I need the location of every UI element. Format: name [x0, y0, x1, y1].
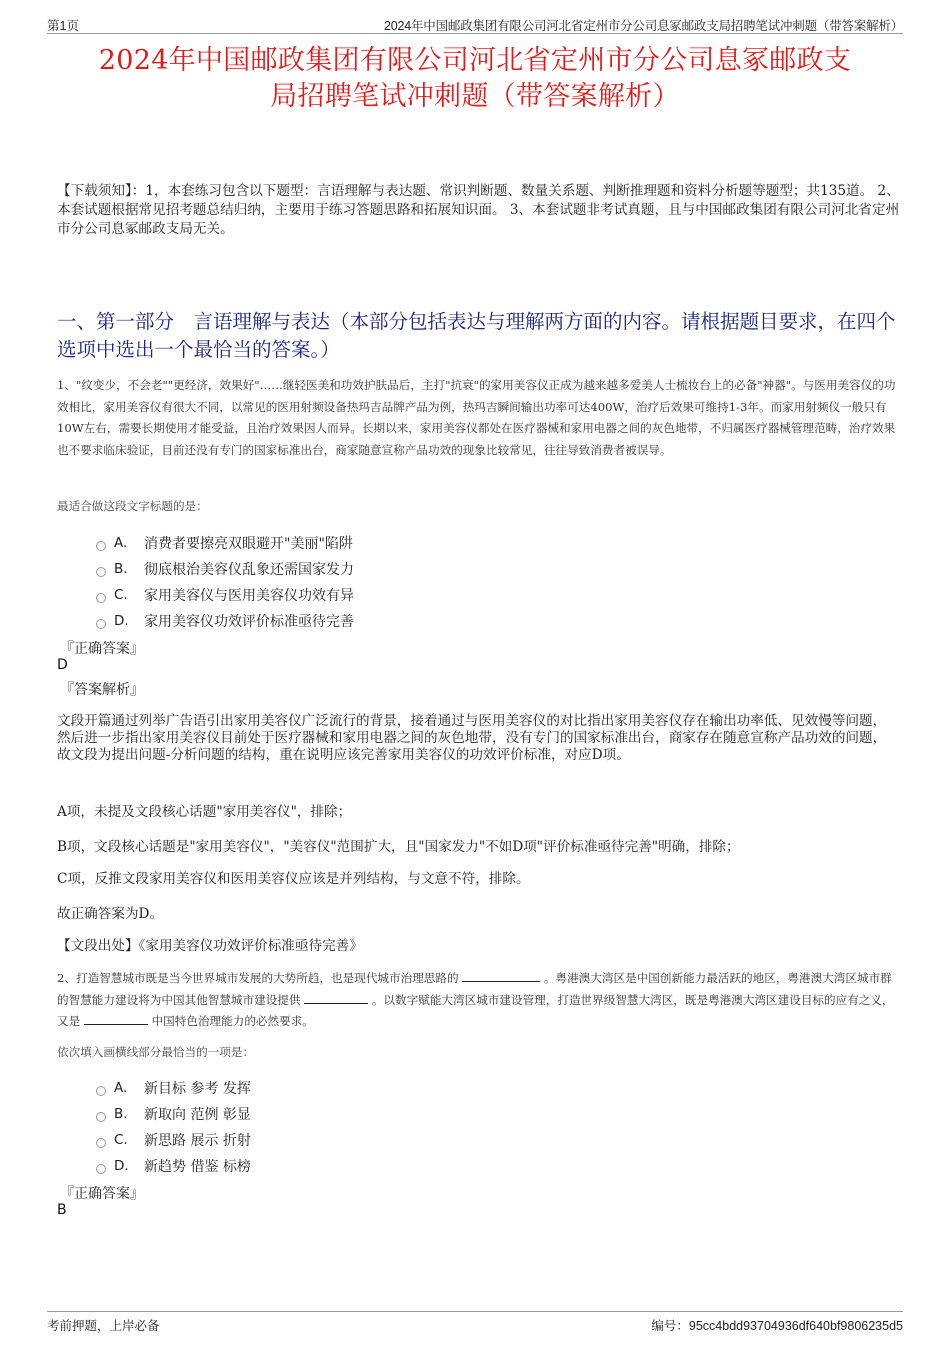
- option-text: 新取向 范例 彰显: [144, 1107, 251, 1123]
- fill-blank-3: [84, 1013, 148, 1025]
- option-letter: C.: [114, 1132, 128, 1148]
- question-2-option-b[interactable]: [96, 1101, 251, 1127]
- question-2-answer: B: [57, 1202, 67, 1218]
- stem-part: 。以数字赋能大湾区城市建设管理，打造世界级智慧大湾区，既是粤港澳大湾区建设目标的应有之义，又是: [57, 992, 894, 1028]
- question-2-options: [96, 1075, 251, 1179]
- question-1-analysis-label: 『答案解析』: [60, 682, 144, 698]
- option-letter: D.: [114, 613, 129, 629]
- radio-icon[interactable]: [96, 1164, 106, 1174]
- document-serial: 编号：95cc4bdd93704936df640bf9806235d5: [651, 1319, 903, 1333]
- question-1-analysis: 文段开篇通过列举广告语引出家用美容仪广泛流行的背景，接着通过与医用美容仪的对比指出家用美容仪存在输出功率低、见效慢等问题，然后进一步指出家用美容仪目前处于医疗器械和家用电器之间的灰色地带，没有专门的国家标准出台，商家存在随意宣称产品功效的问题，故文段为提出问题-分析问题的结构，重在说明应该完善家用美容仪的功效评价标准，对应D项。: [57, 713, 887, 763]
- option-letter: C.: [114, 587, 128, 603]
- stem-part: 中国特色治理能力的必然要求。: [151, 1014, 314, 1028]
- option-text: 新目标 参考 发挥: [144, 1081, 251, 1097]
- title-line-1: 2024年中国邮政集团有限公司河北省定州市分公司息冢邮政支: [98, 45, 852, 76]
- option-letter: D.: [114, 1158, 129, 1174]
- page-header: [47, 14, 903, 34]
- radio-icon[interactable]: [96, 567, 106, 577]
- document-title: [47, 43, 903, 115]
- question-2-option-c[interactable]: [96, 1127, 251, 1153]
- stem-part: 2、打造智慧城市既是当今世界城市发展的大势所趋，也是现代城市治理思路的: [57, 971, 459, 985]
- download-notice: 【下载须知】：1，本套练习包含以下题型：言语理解与表达题、常识判断题、数量关系题、判断推理题和资料分析题等题型；共135道。 2、本套试题根据常见招考题总结归纳，主要用于练习答题思路和拓展知识面。 3、本套试题非考试真题，且与中国邮政集团有限公司河北省定州市分公司息冢邮政支局无关。: [57, 183, 900, 237]
- analysis-item-c: C项，反推文段家用美容仪和医用美容仪应该是并列结构，与文意不符，排除。: [57, 871, 530, 887]
- option-letter: A.: [114, 1080, 128, 1096]
- section-heading: 一、第一部分 言语理解与表达（本部分包括表达与理解两方面的内容。请根据题目要求，在四个选项中选出一个最恰当的答案。）: [57, 310, 896, 361]
- passage-source: 【文段出处】《家用美容仪功效评价标准亟待完善》: [57, 938, 363, 954]
- option-letter: B.: [114, 561, 128, 577]
- fill-blank-1: [462, 970, 540, 982]
- question-2-prompt: 依次填入画横线部分最恰当的一项是：: [57, 1045, 255, 1059]
- footer-slogan: 考前押题，上岸必备: [47, 1319, 160, 1333]
- question-1-option-b[interactable]: [96, 556, 354, 582]
- question-1-prompt: 最适合做这段文字标题的是：: [57, 499, 208, 513]
- question-2-answer-label: 『正确答案』: [60, 1186, 144, 1202]
- option-text: 家用美容仪功效评价标准亟待完善: [144, 614, 354, 630]
- radio-icon[interactable]: [96, 619, 106, 629]
- analysis-item-b: B项，文段核心话题是"家用美容仪"，"美容仪"范围扩大，且"国家发力"不如D项"评价标准亟待完善"明确，排除；: [57, 839, 740, 855]
- question-2-option-a[interactable]: [96, 1075, 251, 1101]
- fill-blank-2: [304, 992, 368, 1004]
- radio-icon[interactable]: [96, 1086, 106, 1096]
- page-footer: [47, 1311, 903, 1333]
- question-1-option-d[interactable]: [96, 608, 354, 634]
- radio-icon[interactable]: [96, 593, 106, 603]
- question-2-stem: [57, 968, 902, 1033]
- option-text: 彻底根治美容仪乱象还需国家发力: [144, 562, 354, 578]
- radio-icon[interactable]: [96, 541, 106, 551]
- question-1-stem: 1、"纹变少，不会老""更经济，效果好"……继轻医美和功效护肤品后，主打"抗衰"的家用美容仪正成为越来越多爱美人士梳妆台上的必备"神器"。与医用美容仪的功效相比，家用美容仪有很大不同，以常见的医用射频设备热玛吉品牌产品为例，热玛吉瞬间输出功率可达400W，治疗后效果可维持1-3年。而家用射频仪一般只有10W左右，需要长期使用才能受益，且治疗效果因人而异。长期以来，家用美容仪都处在医疗器械和家用电器之间的灰色地带，不归属医疗器械管理范畴，治疗效果也不要求临床验证，目前还没有专门的国家标准出台，商家随意宣称产品功效的现象比较常见，往往导致消费者被误导。: [57, 378, 896, 457]
- analysis-item-a: A项，未提及文段核心话题"家用美容仪"，排除；: [57, 804, 352, 820]
- title-line-2: 局招聘笔试冲刺题（带答案解析）: [270, 81, 680, 112]
- analysis-conclusion: 故正确答案为D。: [57, 906, 164, 922]
- option-text: 新趋势 借鉴 标榜: [144, 1159, 251, 1175]
- question-1-answer: D: [57, 657, 68, 673]
- question-2-option-d[interactable]: [96, 1153, 251, 1179]
- option-text: 消费者要擦亮双眼避开"美丽"陷阱: [144, 536, 353, 552]
- option-letter: A.: [114, 535, 128, 551]
- option-text: 家用美容仪与医用美容仪功效有异: [144, 588, 354, 604]
- stem-part: 。粤港澳大湾区是中国创新能力最活跃的地区，粤港澳大湾区城市群的智慧能力建设将为中国其他智慧城市建设提供: [57, 971, 892, 1007]
- question-1-options: [96, 530, 354, 634]
- question-1-answer-label: 『正确答案』: [60, 641, 144, 657]
- radio-icon[interactable]: [96, 1112, 106, 1122]
- question-1-option-c[interactable]: [96, 582, 354, 608]
- question-1-option-a[interactable]: [96, 530, 354, 556]
- radio-icon[interactable]: [96, 1138, 106, 1148]
- page-number: 第1页: [47, 19, 79, 33]
- option-letter: B.: [114, 1106, 128, 1122]
- option-text: 新思路 展示 折射: [144, 1133, 251, 1149]
- running-title: 2024年中国邮政集团有限公司河北省定州市分公司息冢邮政支局招聘笔试冲刺题（带答案解析）: [383, 19, 903, 33]
